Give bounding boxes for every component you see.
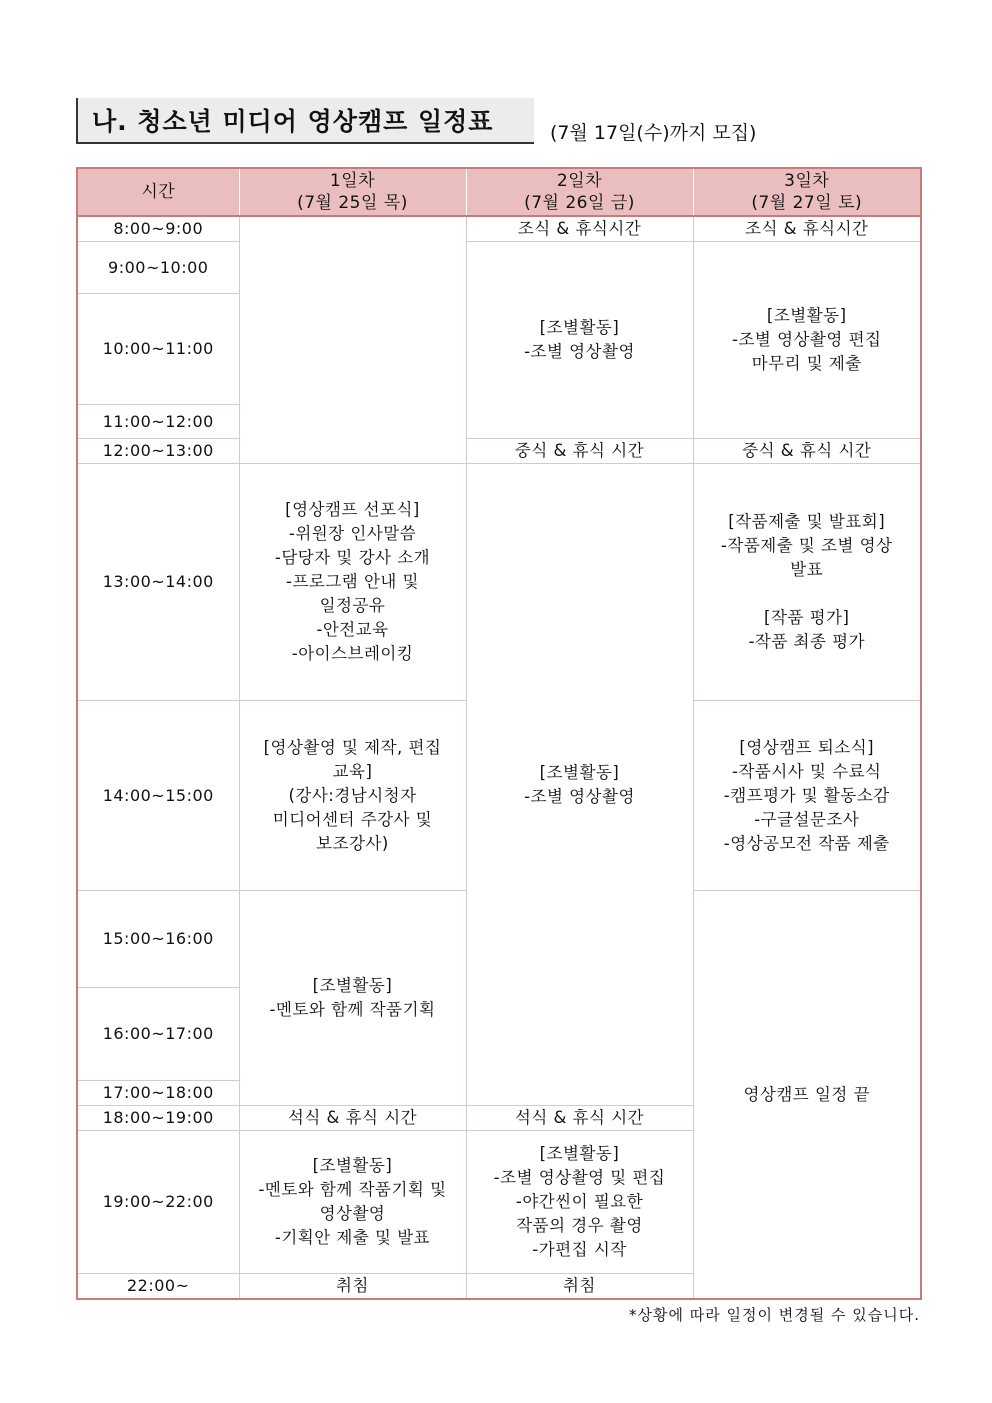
time-cell: 22:00~ — [77, 1274, 239, 1300]
schedule-table — [76, 167, 922, 1300]
day1-evening-activity: [조별활동] -멘토와 함께 작품기획 및 영상촬영 -기획안 제출 및 발표 — [239, 1131, 466, 1274]
day3-morning-activity: [조별활동] -조별 영상촬영 편집 마무리 및 제출 — [693, 242, 921, 439]
section-title: 나. 청소년 미디어 영상캠프 일정표 — [76, 98, 534, 144]
day1-group-activity: [조별활동] -멘토와 함께 작품기획 — [239, 891, 466, 1106]
table-row — [77, 439, 921, 464]
day2-evening-activity: [조별활동] -조별 영상촬영 및 편집 -야간씬이 필요한 작품의 경우 촬영 -가편집 시작 — [466, 1131, 693, 1274]
time-cell: 12:00~13:00 — [77, 439, 239, 464]
day3-presentation: [작품제출 및 발표회] -작품제출 및 조별 영상 발표 [작품 평가] -작품 최종 평가 — [693, 464, 921, 701]
time-cell: 10:00~11:00 — [77, 294, 239, 405]
day2-morning-activity: [조별활동] -조별 영상촬영 — [466, 242, 693, 439]
day2-breakfast: 조식 & 휴식시간 — [466, 216, 693, 242]
day2-afternoon-activity: [조별활동] -조별 영상촬영 — [466, 464, 693, 1106]
day3-lunch: 중식 & 휴식 시간 — [693, 439, 921, 464]
time-cell: 14:00~15:00 — [77, 701, 239, 891]
day2-dinner: 석식 & 휴식 시간 — [466, 1106, 693, 1131]
table-row — [77, 242, 921, 294]
time-cell: 18:00~19:00 — [77, 1106, 239, 1131]
time-cell: 17:00~18:00 — [77, 1081, 239, 1106]
table-row — [77, 216, 921, 242]
time-cell: 9:00~10:00 — [77, 242, 239, 294]
header-time: 시간 — [77, 168, 239, 216]
time-cell: 11:00~12:00 — [77, 405, 239, 439]
day3-closing-ceremony: [영상캠프 퇴소식] -작품시사 및 수료식 -캠프평가 및 활동소감 -구글설문조사 -영상공모전 작품 제출 — [693, 701, 921, 891]
day1-empty-morning — [239, 216, 466, 464]
time-cell: 19:00~22:00 — [77, 1131, 239, 1274]
time-cell: 8:00~9:00 — [77, 216, 239, 242]
header-row — [77, 168, 921, 216]
header-day2: 2일차 (7월 26일 금) — [466, 168, 693, 216]
time-cell: 16:00~17:00 — [77, 988, 239, 1081]
header-day3: 3일차 (7월 27일 토) — [693, 168, 921, 216]
schedule-change-note: *상황에 따라 일정이 변경될 수 있습니다. — [629, 1306, 920, 1324]
day1-opening-ceremony: [영상캠프 선포식] -위원장 인사말씀 -담당자 및 강사 소개 -프로그램 안내 및 일정공유 -안전교육 -아이스브레이킹 — [239, 464, 466, 701]
day3-camp-end: 영상캠프 일정 끝 — [693, 891, 921, 1300]
day1-dinner: 석식 & 휴식 시간 — [239, 1106, 466, 1131]
day2-lunch: 중식 & 휴식 시간 — [466, 439, 693, 464]
recruitment-deadline: (7월 17일(수)까지 모집) — [550, 122, 757, 144]
header-day1: 1일차 (7월 25일 목) — [239, 168, 466, 216]
table-row — [77, 464, 921, 701]
day1-sleep: 취침 — [239, 1274, 466, 1300]
day1-education: [영상촬영 및 제작, 편집 교육] (강사:경남시청자 미디어센터 주강사 및 보조강사) — [239, 701, 466, 891]
day3-breakfast: 조식 & 휴식시간 — [693, 216, 921, 242]
time-cell: 15:00~16:00 — [77, 891, 239, 988]
time-cell: 13:00~14:00 — [77, 464, 239, 701]
day2-sleep: 취침 — [466, 1274, 693, 1300]
